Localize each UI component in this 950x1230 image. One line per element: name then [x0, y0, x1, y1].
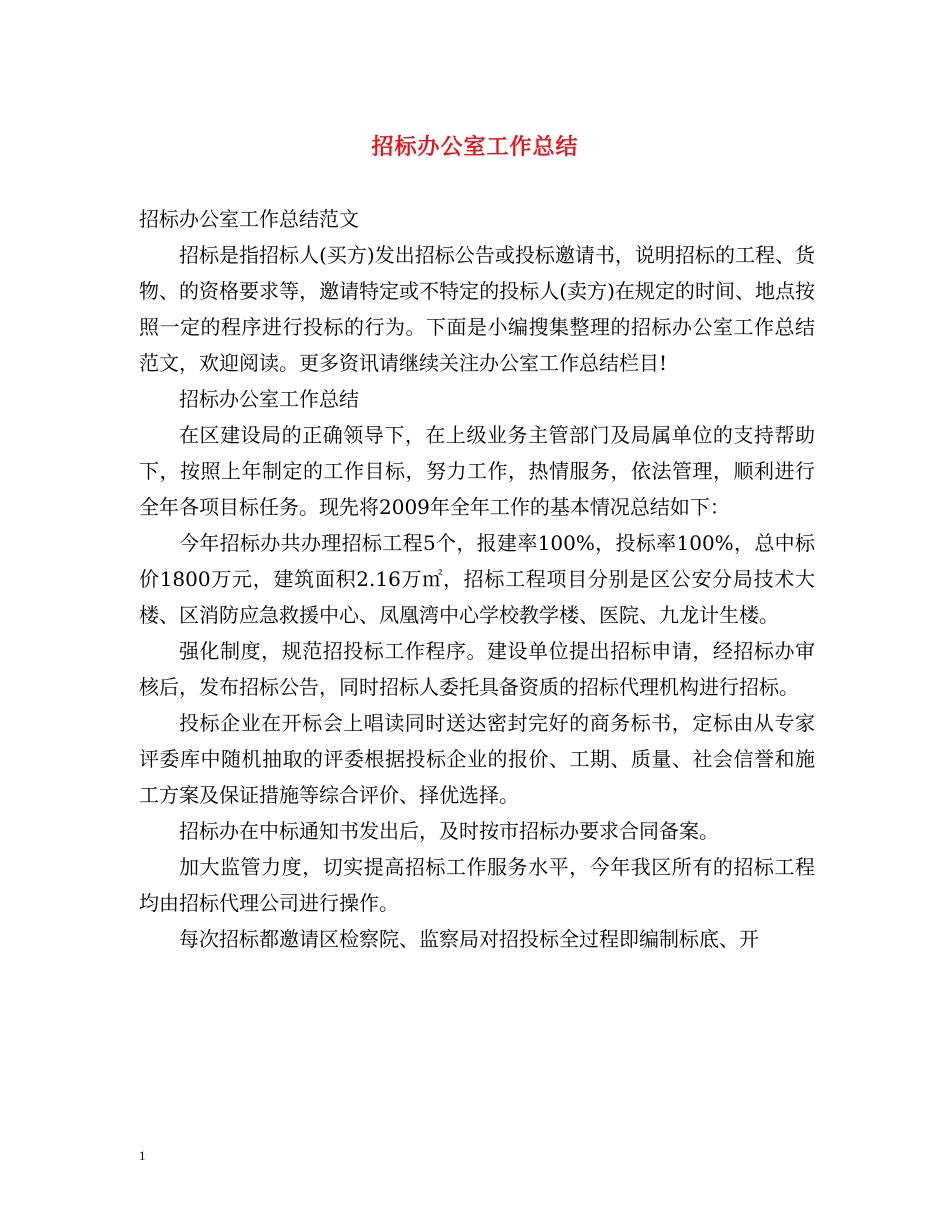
paragraph: 今年招标办共办理招标工程5个，报建率100%，投标率100%，总中标价1800万元，建筑面积2.16万㎡，招标工程项目分别是区公安分局技术大楼、区消防应急救援中心、凤凰湾中心学校教学楼、医院、九龙计生楼。 [139, 531, 815, 627]
document-body [139, 201, 815, 957]
paragraph-subtitle: 招标办公室工作总结范文 [139, 207, 359, 231]
paragraph: 投标企业在开标会上唱读同时送达密封完好的商务标书，定标由从专家评委库中随机抽取的评委根据投标企业的报价、工期、质量、社会信誉和施工方案及保证措施等综合评价、择优选择。 [139, 711, 815, 807]
document-title: 招标办公室工作总结 [371, 134, 579, 160]
paragraph: 在区建设局的正确领导下，在上级业务主管部门及局属单位的支持帮助下，按照上年制定的工作目标，努力工作，热情服务，依法管理，顺利进行全年各项目标任务。现先将2009年全年工作的基本情况总结如下： [139, 423, 815, 519]
paragraph: 招标办在中标通知书发出后，及时按市招标办要求合同备案。 [179, 819, 719, 843]
paragraph: 每次招标都邀请区检察院、监察局对招投标全过程即编制标底、开 [179, 927, 759, 951]
paragraph: 强化制度，规范招投标工作程序。建设单位提出招标申请，经招标办审核后，发布招标公告，同时招标人委托具备资质的招标代理机构进行招标。 [139, 639, 815, 699]
paragraph: 加大监管力度，切实提高招标工作服务水平，今年我区所有的招标工程均由招标代理公司进行操作。 [139, 855, 815, 915]
page-number: 1 [139, 1148, 146, 1163]
paragraph: 招标是指招标人(买方)发出招标公告或投标邀请书，说明招标的工程、货物、的资格要求等，邀请特定或不特定的投标人(卖方)在规定的时间、地点按照一定的程序进行投标的行为。下面是小编搜集整理的招标办公室工作总结范文，欢迎阅读。更多资讯请继续关注办公室工作总结栏目! [139, 243, 815, 375]
paragraph-heading: 招标办公室工作总结 [179, 387, 359, 411]
